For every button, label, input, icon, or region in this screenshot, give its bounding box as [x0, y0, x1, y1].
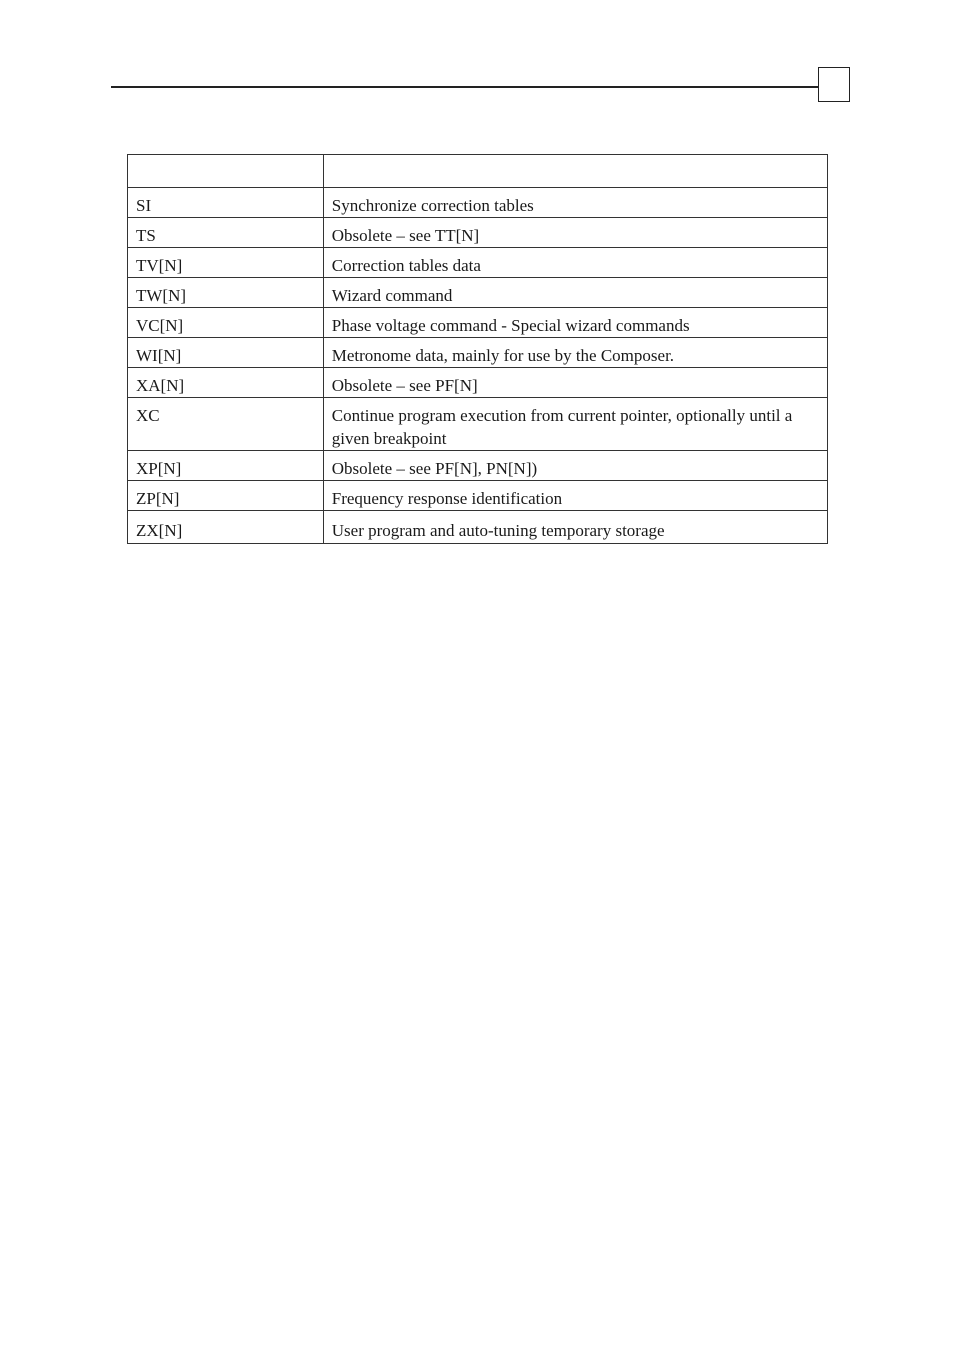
table-row [128, 278, 828, 308]
page-number-box [818, 67, 850, 102]
command-cell: ZX[N] [128, 511, 324, 544]
description-cell: Obsolete – see PF[N] [323, 368, 827, 398]
table-row [128, 511, 828, 544]
header-cell-description [323, 155, 827, 188]
description-cell: Phase voltage command - Special wizard commands [323, 308, 827, 338]
command-cell: TV[N] [128, 248, 324, 278]
description-cell: Continue program execution from current pointer, optionally until a given breakpoint [323, 398, 827, 451]
description-cell: Wizard command [323, 278, 827, 308]
table-row [128, 218, 828, 248]
command-cell: WI[N] [128, 338, 324, 368]
table-row [128, 248, 828, 278]
description-cell: Obsolete – see PF[N], PN[N]) [323, 451, 827, 481]
table-row [128, 338, 828, 368]
command-cell: TS [128, 218, 324, 248]
description-cell: User program and auto-tuning temporary storage [323, 511, 827, 544]
command-cell: XC [128, 398, 324, 451]
description-cell: Synchronize correction tables [323, 188, 827, 218]
table-row [128, 481, 828, 511]
description-cell: Obsolete – see TT[N] [323, 218, 827, 248]
description-cell: Metronome data, mainly for use by the Composer. [323, 338, 827, 368]
command-table [127, 154, 828, 544]
command-cell: XP[N] [128, 451, 324, 481]
table-row [128, 451, 828, 481]
command-cell: VC[N] [128, 308, 324, 338]
header-cell-command [128, 155, 324, 188]
table-row [128, 368, 828, 398]
table-row [128, 398, 828, 451]
table-row [128, 188, 828, 218]
header-rule [111, 86, 819, 88]
command-cell: XA[N] [128, 368, 324, 398]
description-cell: Correction tables data [323, 248, 827, 278]
description-cell: Frequency response identification [323, 481, 827, 511]
command-cell: ZP[N] [128, 481, 324, 511]
command-cell: SI [128, 188, 324, 218]
table-row [128, 308, 828, 338]
command-cell: TW[N] [128, 278, 324, 308]
table-header-row [128, 155, 828, 188]
